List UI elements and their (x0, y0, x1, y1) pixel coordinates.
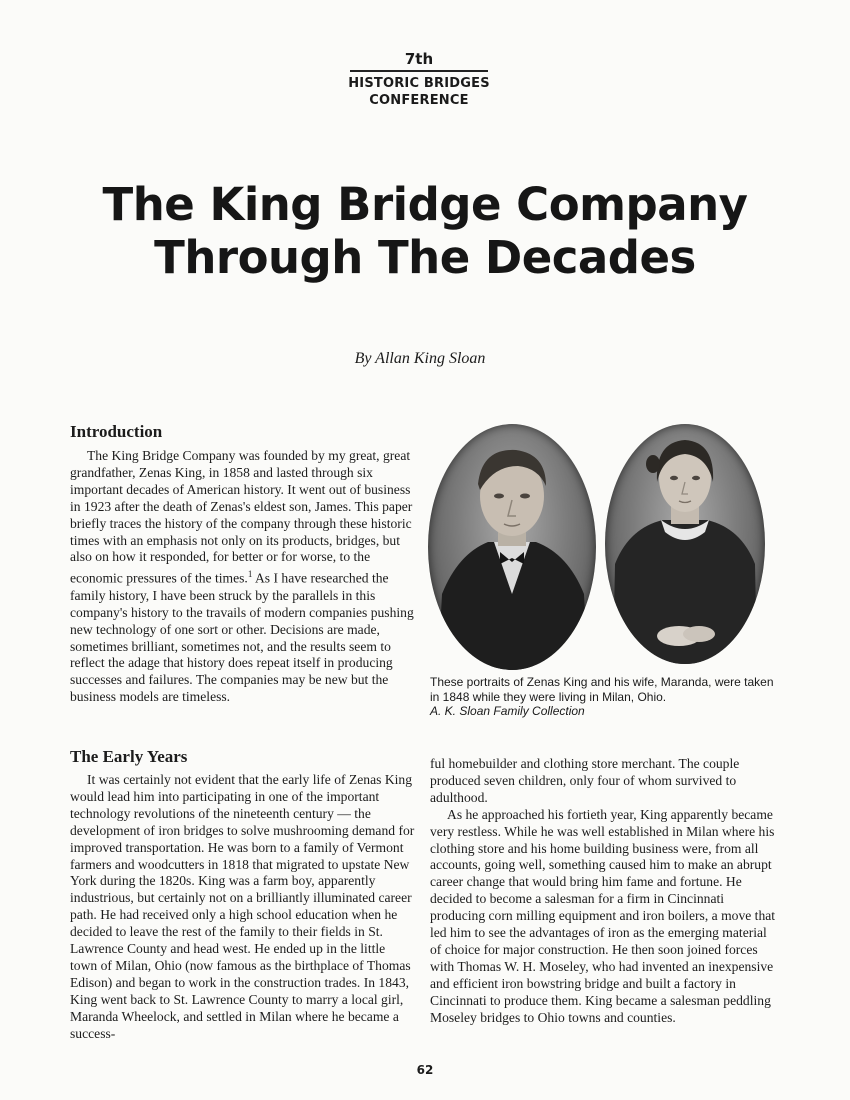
footnote-marker: 1 (247, 569, 253, 580)
conference-name-line2: CONFERENCE (369, 93, 469, 108)
portrait-maranda-king-image (605, 424, 765, 664)
portrait-maranda-king (605, 424, 765, 664)
early-years-left-column (70, 772, 415, 1043)
introduction-paragraph-text: The King Bridge Company was founded by my great, great grandfather, Zenas King, in 1858 and lasted through six important decades of American history. It went out of business in 1923 after the death of Zenas's eldest son, James. This paper briefly traces the history of the company through these historic times with an emphasis not only on its products, bridges, but also on how it responded, for better or for worse, to the economic pressures of the times. (70, 448, 413, 586)
article-title-line2: Through The Decades (154, 231, 696, 284)
byline: By Allan King Sloan (354, 350, 486, 367)
conference-name-line1: HISTORIC BRIDGES (348, 76, 490, 91)
figure-caption (430, 675, 780, 719)
introduction-heading: Introduction (70, 422, 163, 441)
header-rule (350, 70, 488, 72)
article-title (80, 178, 770, 284)
article-title-line1: The King Bridge Company (102, 178, 748, 231)
early-years-right-column (430, 756, 780, 1027)
photo-credit: A. K. Sloan Family Collection (430, 704, 585, 718)
introduction-paragraph (70, 448, 415, 706)
conference-edition: 7th (404, 50, 434, 68)
early-years-paragraph1: It was certainly not evident that the early life of Zenas King would lead him into participating in one of the important technology revolutions of the nineteenth century — the development of iron bridges to solve mushrooming demand for improved transportation. He was born to a family of Vermont farmers and woodcutters in 1818 that migrated to upstate New York during the 1820s. King was a farm boy, apparently industrious, but certainly not on a brilliantly illuminated career path. He had received only a high school education when he decided to leave the rest of the family to their fields in St. Lawrence County and head west. He ended up in the little town of Milan, Ohio (now famous as the birthplace of Thomas Edison) and began to work in the construction trades. In 1843, King went back to St. Lawrence County to marry a local girl, Maranda Wheelock, and settled in Milan where he became a success- (70, 772, 415, 1041)
introduction-paragraph-continued: As I have researched the family history, I have been struck by the parallels in this company's history to the travails of modern companies pushing new technology of one sort or other. Decisions are made, sometimes brilliant, sometimes not, and the results seem to reflect the adage that history does repeat itself in producing successes and failures. The companies may be new but the business models are timeless. (70, 570, 414, 705)
caption-line2: in 1848 while they were living in Milan, Ohio. (430, 689, 667, 704)
early-years-heading: The Early Years (70, 747, 188, 766)
portrait-zenas-king-image (428, 424, 596, 670)
early-years-paragraph1-continued: ful homebuilder and clothing store merchant. The couple produced seven children, only four of whom survived to adulthood. (430, 756, 740, 805)
page-number: 62 (416, 1063, 434, 1077)
introduction-text (70, 448, 415, 706)
portrait-zenas-king (428, 424, 596, 670)
caption-line1: These portraits of Zenas King and his wife, Maranda, were taken (430, 675, 774, 689)
conference-header (330, 50, 508, 109)
early-years-paragraph2: As he approached his fortieth year, King apparently became very restless. While he was well established in Milan where his clothing store and his home building business were, from all accounts, going well, something caused him to make an abrupt career change that would bring him fame and fortune. He decided to become a salesman for a firm in Cincinnati producing corn milling equipment and iron boilers, a move that led him to see the advantages of iron as the emerging material of choice for major construction. He then soon joined forces with Thomas W. H. Moseley, who had invented an inexpensive and efficient iron bowstring bridge and built a factory in Cincinnati to produce them. King became a salesman peddling Moseley bridges to Ohio towns and counties. (430, 806, 776, 1025)
